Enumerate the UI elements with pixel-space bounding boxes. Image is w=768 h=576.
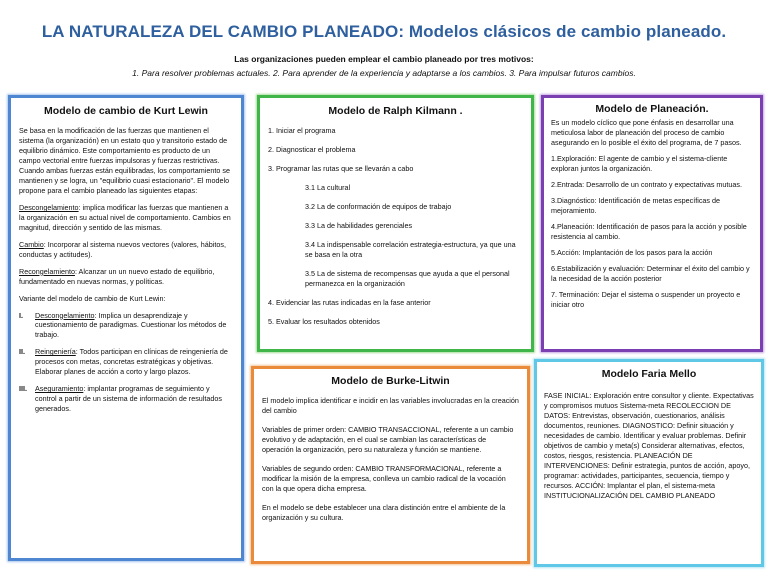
motives-line: 1. Para resolver problemas actuales. 2. Para aprender de la experiencia y adaptarse a los cambios. 3. Para impulsar futuros cambios. xyxy=(132,68,636,78)
burke-paragraph: En el modelo se debe establecer una clara distinción entre el ambiente de la organización y su cultura. xyxy=(262,502,506,522)
lewin-stage-change: Cambio: Incorporar al sistema nuevos vectores (valores, hábitos, conductas y actitudes). xyxy=(19,239,226,259)
kilmann-step-1: 1. Iniciar el programa xyxy=(268,126,336,136)
kilmann-step-2: 2. Diagnosticar el problema xyxy=(268,145,356,155)
page-title: LA NATURALEZA DEL CAMBIO PLANEADO: Modelos clásicos de cambio planeado. xyxy=(41,22,727,41)
planning-step: 4.Planeación: Identificación de pasos para la acción y posible resistencia al cambio. xyxy=(551,221,747,241)
kilmann-substep-3-2: 3.2 La de conformación de equipos de trabajo xyxy=(305,202,452,212)
lewin-stage-refreeze: Recongelamiento: Alcanzar un un nuevo estado de equilibrio, fundamentado en nuevas normas, y políticas. xyxy=(19,266,215,286)
kilmann-step-3: 3. Programar las rutas que se llevarán a cabo xyxy=(268,164,414,174)
planning-step: 7. Terminación: Dejar el sistema o suspender un proyecto e iniciar otro xyxy=(551,289,741,309)
planning-intro: Es un modelo cíclico que pone énfasis en desarrollar una meticulosa labor de planeación del proceso de cambio asegurando en lo posible el éxito del programa, de 7 pasos. xyxy=(551,118,742,148)
list-item: II. Reingeniería: Todos participan en clínicas de reingeniería de procesos con metas, concretas estratégicas y objetivas. Elaborar planes de acción a corto y largo plazos. xyxy=(19,347,228,377)
kilmann-substep-3-1: 3.1 La cultural xyxy=(305,183,351,193)
list-item: III. Aseguramiento: implantar programas de seguimiento y control a partir de un sistema de información de resultados generados. xyxy=(19,384,222,414)
lewin-model-box xyxy=(8,95,244,561)
faria-text: FASE INICIAL: Exploración entre consultor y cliente. Expectativas y compromisos mutuos Sistema-meta RECOLECCION DE DATOS: Entrevistas, observación, cuestionarios, análisis documentos, reuniones. DIAGNOSTICO: Definir situación y necesidades de cambio. Identificar y evaluar problemas. Definir objetivos de cambio y meta(s) Considerar alternativas, efectos, costos, riesgos, resistencia. PLANEACIÓN DE INTERVENCIONES: Definir estrategia, puntos de acción, apoyo, programar: actividades, participantes, secuencia, tiempo y recursos. ACCIÓN: Implantar el plan, el sistema-meta INSTITUCIONALIZACIÓN DEL CAMBIO PLANEADO xyxy=(544,391,754,500)
planning-step: 5.Acción: Implantación de los pasos para la acción xyxy=(551,247,713,257)
lewin-variant-list xyxy=(19,311,233,414)
burke-title: Modelo de Burke-Litwin xyxy=(331,375,450,387)
planning-step: 1.Exploración: El agente de cambio y el sistema-cliente exploran juntos la organización. xyxy=(551,154,728,174)
burke-litwin-model-box xyxy=(251,366,530,564)
planning-title: Modelo de Planeación. xyxy=(595,103,709,115)
lewin-variant-intro: Variante del modelo de cambio de Kurt Lewin: xyxy=(19,293,166,303)
burke-paragraph: El modelo implica identificar e incidir en las variables involucradas en la creación del cambio xyxy=(262,396,519,416)
kilmann-title: Modelo de Ralph Kilmann . xyxy=(328,105,463,117)
lewin-stage-unfreeze: Descongelamiento: implica modificar las fuerzas que mantienen a la organización en su actual nivel de comportamiento. Cambios en magnitud, dirección y sentido de las mismas. xyxy=(19,203,231,232)
planning-model-box xyxy=(541,95,763,352)
planning-step: 2.Entrada: Desarrollo de un contrato y expectativas mutuas. xyxy=(551,180,742,190)
kilmann-step-4: 4. Evidenciar las rutas indicadas en la fase anterior xyxy=(268,297,431,307)
burke-paragraph: Variables de segundo orden: CAMBIO TRANSFORMACIONAL, referente a modificar la misión de la empresa, conlleva un cambio radical de la vocación con la que opera dicha empresa. xyxy=(262,464,506,494)
planning-step: 6.Estabilización y evaluación: Determinar el éxito del cambio y la necesidad de la acción posterior xyxy=(551,263,750,283)
planning-step: 3.Diagnóstico: Identificación de metas específicas de mejoramiento. xyxy=(551,196,721,216)
faria-mello-model-box xyxy=(534,359,764,567)
burke-paragraph: Variables de primer orden: CAMBIO TRANSACCIONAL, referente a un cambio evolutivo y de adaptación, en el cual se cambian las características de operación la organización, pero su naturaleza y función se mantiene. xyxy=(262,425,514,455)
lewin-title: Modelo de cambio de Kurt Lewin xyxy=(44,105,208,117)
list-item: I. Descongelamiento: Implica un desaprendizaje y cuestionamiento de paradigmas. Cuestionar los métodos de trabajo. xyxy=(19,310,227,340)
kilmann-step-5: 5. Evaluar los resultados obtenidos xyxy=(268,316,380,326)
kilmann-substep-3-5: 3.5 La de sistema de recompensas que ayuda a que el personal permanezca en la organización xyxy=(305,268,510,288)
kilmann-substep-3-3: 3.3 La de habilidades gerenciales xyxy=(305,221,413,231)
kilmann-model-box xyxy=(257,95,534,352)
page-subtitle: Las organizaciones pueden emplear el cambio planeado por tres motivos: xyxy=(234,54,534,64)
kilmann-substep-3-4: 3.4 La indispensable correlación estrategia-estructura, ya que una se basa en la otra xyxy=(305,240,516,260)
faria-title: Modelo Faria Mello xyxy=(601,368,697,380)
lewin-intro: Se basa en la modificación de las fuerzas que mantienen el sistema (la organización) en un estato quo y transitorio estado de equilibrio dinámico. Este comportamiento es producto de un campo vectorial entre fuerzas impulsoras y fuerzas restrictivas. Cuando ambas fuerzas están equilibradas, los comportamiento se mantienen y se logra, un "equilibrio cuasi estacionario". El modelo propone para el cambio planeado las siguientes etapas: xyxy=(19,126,230,196)
